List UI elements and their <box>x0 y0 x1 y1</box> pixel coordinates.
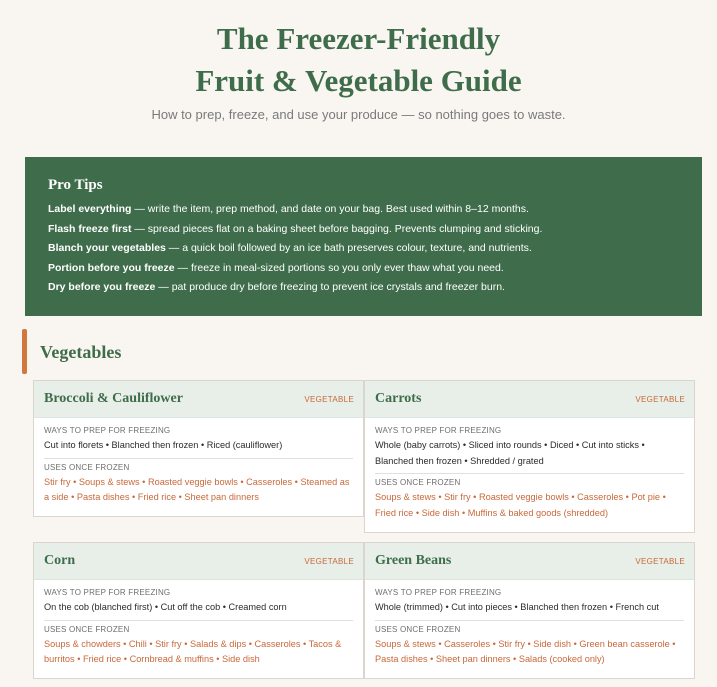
page-subtitle: How to prep, freeze, and use your produce — so nothing goes to waste. <box>151 107 566 122</box>
pro-tips-title: Pro Tips <box>48 177 103 193</box>
tip-item <box>48 239 680 259</box>
uses-list: Soups & stews • Stir fry • Roasted veggie bowls • Casseroles • Pot pie • Fried rice • Side dish • Muffins & baked goods (shredded) <box>375 492 666 518</box>
prep-methods: Whole (baby carrots) • Sliced into rounds • Diced • Cut into sticks • Blanched then frozen • Shredded / grated <box>375 440 645 466</box>
uses-list: Soups & stews • Casseroles • Stir fry • Side dish • Green bean casserole • Pasta dishes • Sheet pan dinners • Salads (cooked only) <box>375 638 676 664</box>
card-title: Broccoli & Cauliflower <box>44 391 183 406</box>
card-corn <box>33 542 364 679</box>
card-title: Carrots <box>375 391 422 406</box>
card-broccoli-cauliflower <box>33 380 364 517</box>
uses-label: USES ONCE FROZEN <box>44 462 130 472</box>
prep-label: WAYS TO PREP FOR FREEZING <box>44 426 171 435</box>
tip-text: — a quick boil followed by an ice bath preserves colour, texture, and nutrients. <box>165 242 532 254</box>
tip-text: — spread pieces flat on a baking sheet before bagging. Prevents clumping and sticking. <box>131 222 543 235</box>
tip-bold: Dry before you freeze <box>48 281 156 293</box>
card-divider <box>375 620 684 621</box>
card-header <box>365 381 694 418</box>
pro-tips-box <box>25 157 702 316</box>
uses-label: USES ONCE FROZEN <box>375 478 461 487</box>
prep-label: WAYS TO PREP FOR FREEZING <box>375 588 502 597</box>
tip-item <box>48 278 680 298</box>
page-title-line-2: Fruit & Vegetable Guide <box>195 63 522 98</box>
tip-bold: Label everything <box>48 203 132 215</box>
tip-text: — freeze in meal-sized portions so you only ever thaw what you need. <box>174 261 504 274</box>
tip-bold: Blanch your vegetables <box>48 242 166 254</box>
card-body <box>365 580 694 668</box>
category-tag: VEGETABLE <box>304 557 354 566</box>
tip-item <box>48 259 680 279</box>
section-title: Vegetables <box>40 342 122 362</box>
prep-methods: Cut into florets • Blanched then frozen • Riced (cauliflower) <box>44 440 283 450</box>
uses-label: USES ONCE FROZEN <box>44 624 130 634</box>
prep-methods: On the cob (blanched first) • Cut off the cob • Creamed corn <box>44 602 287 612</box>
card-body <box>365 418 694 521</box>
card-title: Corn <box>44 553 76 568</box>
card-header <box>34 543 363 580</box>
page-title-line-1: The Freezer-Friendly <box>216 21 501 56</box>
uses-list: Stir fry • Soups & stews • Roasted veggie bowls • Casseroles • Steamed as a side • Pasta dishes • Fried rice • Sheet pan dinners <box>44 476 350 502</box>
card-green-beans <box>364 542 695 679</box>
card-header <box>34 381 363 418</box>
tip-text: — pat produce dry before freezing to prevent ice crystals and freezer burn. <box>155 281 505 293</box>
tip-text: — write the item, prep method, and date on your bag. Best used within 8–12 months. <box>131 203 529 215</box>
uses-label: USES ONCE FROZEN <box>375 624 461 634</box>
card-divider <box>375 473 684 474</box>
prep-label: WAYS TO PREP FOR FREEZING <box>375 426 502 435</box>
category-tag: VEGETABLE <box>304 395 354 404</box>
prep-methods: Whole (trimmed) • Cut into pieces • Blanched then frozen • French cut <box>375 602 659 612</box>
prep-label: WAYS TO PREP FOR FREEZING <box>44 588 171 597</box>
vegetables-section-header <box>22 329 422 374</box>
category-tag: VEGETABLE <box>635 395 685 404</box>
page-header <box>0 0 717 122</box>
card-header <box>365 543 694 580</box>
tip-bold: Flash freeze first <box>48 222 132 235</box>
card-body <box>34 418 363 506</box>
card-carrots <box>364 380 695 533</box>
tip-item <box>48 200 680 220</box>
category-tag: VEGETABLE <box>635 557 685 566</box>
card-divider <box>44 620 353 621</box>
card-title: Green Beans <box>375 553 452 568</box>
card-body <box>34 580 363 668</box>
uses-list: Soups & chowders • Chili • Stir fry • Salads & dips • Casseroles • Tacos & burritos • Fried rice • Cornbread & muffins • Side dish <box>44 638 342 664</box>
section-accent-bar <box>22 329 27 374</box>
tip-item <box>48 220 680 240</box>
card-divider <box>44 458 353 459</box>
tip-bold: Portion before you freeze <box>48 261 175 274</box>
